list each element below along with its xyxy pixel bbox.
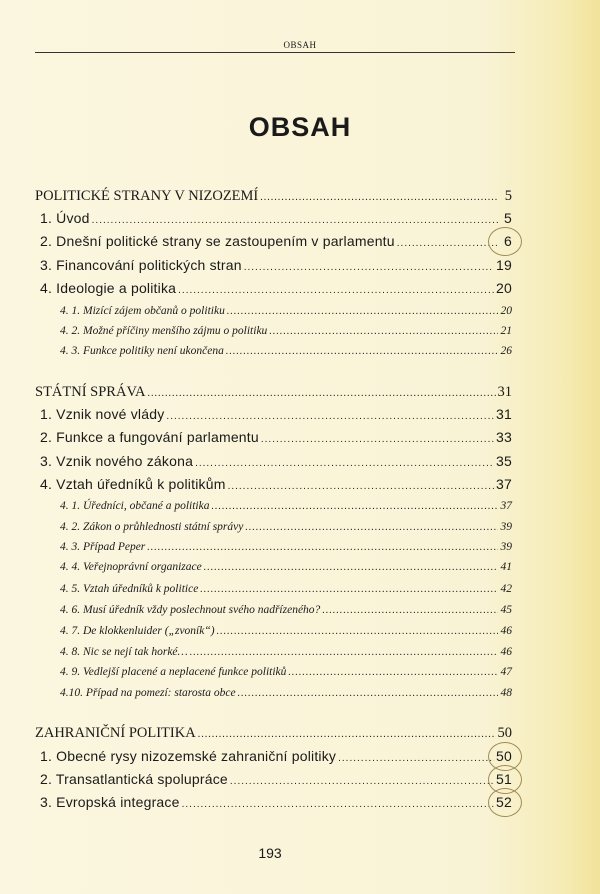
page-title: OBSAH (248, 112, 352, 142)
dot-leader (148, 384, 496, 404)
dot-leader (260, 188, 498, 208)
entry-title: STÁTNÍ SPRÁVA (35, 384, 146, 400)
entry-page: 41 (500, 561, 512, 573)
dot-leader (92, 211, 498, 231)
entry-page: 50 (497, 725, 512, 741)
toc-subentry (60, 537, 512, 557)
toc-subentry (60, 621, 512, 641)
entry-page: 5 (504, 210, 512, 226)
entry-page: 35 (496, 453, 512, 469)
toc-subentry (60, 301, 512, 321)
entry-title: POLITICKÉ STRANY V NIZOZEMÍ (35, 188, 259, 204)
entry-title: 4. 1. Úředníci, občané a politika (60, 500, 210, 512)
entry-page: 31 (497, 384, 512, 400)
toc-subentry (60, 683, 512, 703)
toc-section (35, 723, 512, 743)
header-rule (35, 52, 515, 53)
entry-page: 21 (500, 325, 512, 337)
dot-leader (230, 772, 494, 792)
entry-title: 3. Evropská integrace (40, 794, 180, 810)
dot-leader (166, 407, 494, 427)
dot-leader (217, 622, 498, 642)
entry-title: 2. Funkce a fungování parlamentu (40, 429, 259, 445)
dot-leader (238, 684, 498, 704)
dot-leader (244, 258, 494, 278)
toc-entry (40, 746, 512, 766)
entry-title: 4. 2. Možné příčiny menšího zájmu o politiku (60, 325, 268, 337)
toc-entry (40, 474, 512, 494)
entry-title: 4. 8. Nic se nejí tak horké… (60, 646, 188, 658)
dot-leader (338, 749, 494, 769)
toc-subentry (60, 642, 512, 662)
toc-subentry (60, 341, 512, 361)
entry-title: 4. 1. Mizící zájem občanů o politiku (60, 305, 225, 317)
toc-entry (40, 255, 512, 275)
dot-leader (190, 643, 498, 663)
entry-title: 1. Vznik nové vlády (40, 406, 165, 422)
entry-page: 47 (500, 666, 512, 678)
dot-leader (211, 497, 498, 517)
entry-title: 2. Transatlantická spolupráce (40, 771, 228, 787)
entry-page: 20 (496, 280, 512, 296)
entry-page: 46 (500, 625, 512, 637)
dot-leader (198, 725, 496, 745)
dot-leader (178, 281, 494, 301)
entry-title: 4. 2. Zákon o průhlednosti státní správy (60, 521, 244, 533)
entry-page: 37 (500, 500, 512, 512)
entry-title: 1. Obecné rysy nizozemské zahraniční politiky (40, 748, 337, 764)
toc-entry (40, 769, 512, 789)
toc-subentry (60, 517, 512, 537)
entry-title: 1. Úvod (40, 210, 90, 226)
entry-page: 5 (504, 188, 512, 204)
dot-leader (269, 322, 498, 342)
entry-page: 37 (496, 476, 512, 492)
dot-leader (228, 477, 494, 497)
entry-page: 20 (500, 305, 512, 317)
entry-page: 19 (496, 257, 512, 273)
entry-title: 4.10. Případ na pomezí: starosta obce (60, 687, 236, 699)
entry-page: 26 (500, 345, 512, 357)
toc-subentry (60, 662, 512, 682)
entry-page: 6 (504, 233, 512, 249)
dot-leader (397, 234, 498, 254)
page-number: 193 (258, 845, 282, 861)
toc-subentry (60, 321, 512, 341)
pen-circle-mark (488, 227, 522, 256)
dot-leader (227, 302, 498, 322)
dot-leader (147, 538, 498, 558)
entry-page: 39 (500, 521, 512, 533)
entry-title: 4. 3. Případ Peper (60, 541, 146, 553)
entry-title: 3. Vznik nového zákona (40, 453, 194, 469)
toc-subentry (60, 557, 512, 577)
running-head: OBSAH (283, 40, 317, 50)
dot-leader (261, 430, 494, 450)
entry-page: 46 (500, 646, 512, 658)
toc-subentry (60, 600, 512, 620)
entry-page: 45 (500, 604, 512, 616)
entry-title: 2. Dnešní politické strany se zastoupením v parlamentu (40, 233, 395, 249)
entry-title: 4. Vztah úředníků k politikům (40, 476, 226, 492)
toc-entry (40, 231, 512, 251)
dot-leader (200, 580, 498, 600)
entry-title: 4. 9. Vedlejší placené a neplacené funkce politiků (60, 666, 287, 678)
dot-leader (226, 342, 498, 362)
entry-title: 4. 6. Musí úředník vždy poslechnout svého nadřízeného? (60, 604, 321, 616)
entry-page: 39 (500, 541, 512, 553)
entry-title: 3. Financování politických stran (40, 257, 242, 273)
entry-title: 4. 4. Veřejnoprávní organizace (60, 561, 202, 573)
toc-entry (40, 451, 512, 471)
entry-page: 51 (496, 771, 512, 787)
dot-leader (204, 558, 498, 578)
dot-leader (182, 795, 494, 815)
entry-page: 52 (496, 794, 512, 810)
toc-entry (40, 404, 512, 424)
entry-title: 4. Ideologie a politika (40, 280, 177, 296)
dot-leader (245, 518, 498, 538)
toc-entry (40, 278, 512, 298)
entry-page: 42 (500, 583, 512, 595)
toc-section (35, 382, 512, 402)
dot-leader (322, 601, 498, 621)
toc-subentry (60, 579, 512, 599)
pen-circle-mark (488, 788, 522, 817)
toc-subentry (60, 496, 512, 516)
toc-entry (40, 208, 512, 228)
toc-section (35, 186, 512, 206)
entry-page: 31 (496, 406, 512, 422)
entry-page: 33 (496, 429, 512, 445)
entry-page: 48 (500, 687, 512, 699)
entry-page: 50 (496, 748, 512, 764)
entry-title: ZAHRANIČNÍ POLITIKA (35, 725, 196, 741)
dot-leader (195, 454, 494, 474)
toc-entry (40, 792, 512, 812)
dot-leader (288, 663, 498, 683)
entry-title: 4. 3. Funkce politiky není ukončena (60, 345, 224, 357)
entry-title: 4. 7. De klokkenluider („zvoník“) (60, 625, 215, 637)
entry-title: 4. 5. Vztah úředníků k politice (60, 583, 199, 595)
toc-entry (40, 427, 512, 447)
